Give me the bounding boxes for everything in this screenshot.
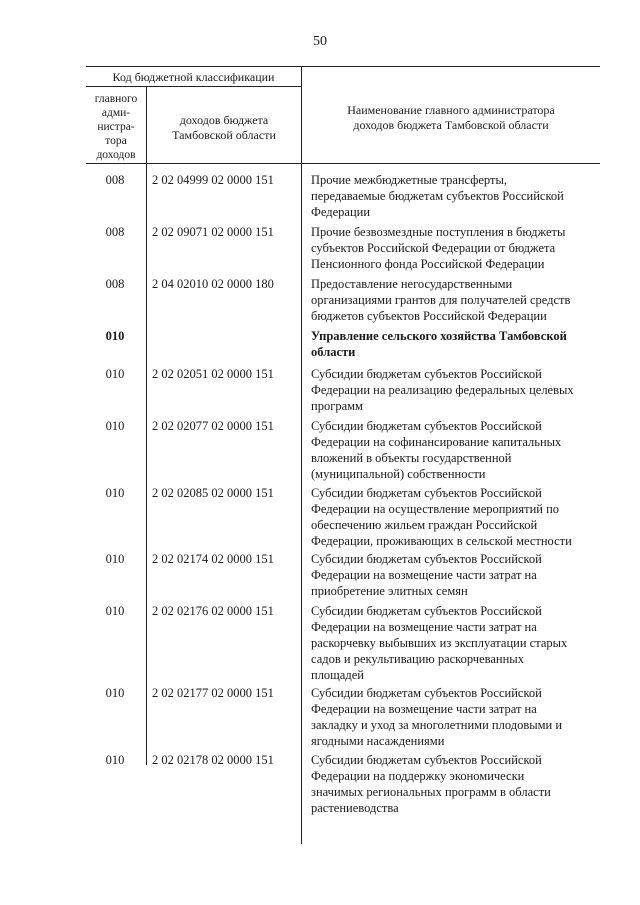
header-revenue-code: доходов бюджета Тамбовской области [172,113,276,142]
revenue-code: 2 02 02085 02 0000 151 [152,486,274,500]
admin-code: 010 [105,753,125,767]
admin-code: 010 [105,552,125,566]
revenue-code: 2 02 02177 02 0000 151 [152,686,274,700]
administrator-name: Субсидии бюджетам субъектов Российской Федерации на возмещение части затрат на закладку и уход за многолетними плодовыми и ягодными насаждениями [311,686,563,748]
admin-code: 008 [105,225,125,239]
revenue-code: 2 02 02178 02 0000 151 [152,753,274,767]
revenue-code: 2 02 02051 02 0000 151 [152,367,274,381]
administrator-name: Предоставление негосударственными организациями грантов для получателей средств бюджетов субъектов Российской Федерации [311,277,571,323]
administrator-name: Прочие межбюджетные трансферты, передаваемые бюджетам субъектов Российской Федерации [311,173,564,219]
administrator-name: Субсидии бюджетам субъектов Российской Федерации на возмещение части затрат на раскорчевку выбывших из эксплуатации старых садов и рекультивацию раскорчеванных площадей [311,604,568,682]
administrator-name: Субсидии бюджетам субъектов Российской Федерации на возмещение части затрат на приобретение элитных семян [311,552,542,598]
administrator-name: Прочие безвозмездные поступления в бюджеты субъектов Российской Федерации от бюджета Пенсионного фонда Российской Федерации [311,225,566,271]
administrator-name: Субсидии бюджетам субъектов Российской Федерации на осуществление мероприятий по обеспечению жильем граждан Российской Федерации, проживающих в сельской местности [311,486,572,548]
header-bottom-rule [86,163,600,164]
revenue-code: 2 04 02010 02 0000 180 [152,277,274,291]
revenue-code: 2 02 02077 02 0000 151 [152,419,274,433]
header-administrator-name: Наименование главного администратора доходов бюджета Тамбовской области [347,103,555,132]
column-divider-admin [146,87,147,765]
page-number: 50 [313,34,327,49]
classification-underline [86,86,301,87]
table-top-rule [86,66,600,67]
admin-code: 008 [105,277,125,291]
header-chief-admin: главного адми- нистра- тора доходов [94,93,138,161]
administrator-name: Управление сельского хозяйства Тамбовской области [311,329,567,359]
admin-code: 010 [105,367,125,381]
administrator-name: Субсидии бюджетам субъектов Российской Федерации на реализацию федеральных целевых программ [311,367,574,413]
revenue-code: 2 02 04999 02 0000 151 [152,173,274,187]
revenue-code: 2 02 09071 02 0000 151 [152,225,274,239]
admin-code: 010 [105,419,125,433]
administrator-name: Субсидии бюджетам субъектов Российской Федерации на поддержку экономически значимых региональных программ в области растениеводства [311,753,551,815]
admin-code: 010 [105,604,125,618]
header-classification-code: Код бюджетной классификации [112,70,275,84]
revenue-code: 2 02 02176 02 0000 151 [152,604,274,618]
admin-code: 010 [105,329,125,343]
admin-code: 010 [105,686,125,700]
administrator-name: Субсидии бюджетам субъектов Российской Федерации на софинансирование капитальных вложений в объекты государственной (муниципальной) собственности [311,419,562,481]
admin-code: 010 [105,486,125,500]
revenue-code: 2 02 02174 02 0000 151 [152,552,274,566]
admin-code: 008 [105,173,125,187]
